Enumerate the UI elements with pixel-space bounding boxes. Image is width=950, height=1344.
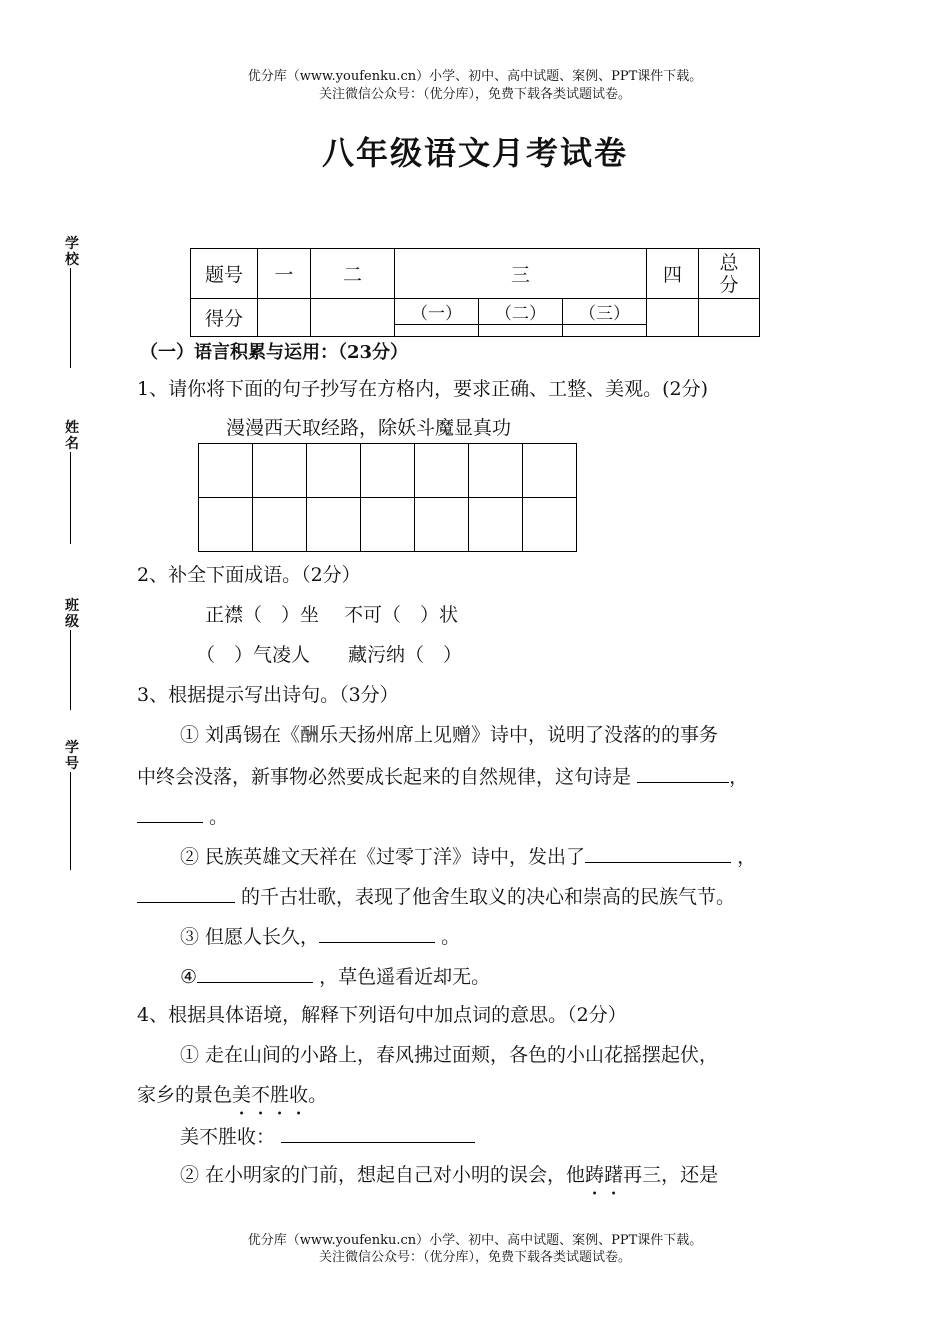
score-table [190, 248, 760, 337]
q2-idiom-row-2: （ ）气凌人 藏污纳（ ） [196, 644, 463, 666]
q3-item-2-line-1 [180, 842, 756, 870]
score-cell[interactable] [479, 325, 563, 337]
answer-blank[interactable] [281, 1122, 475, 1143]
answer-blank[interactable] [197, 962, 313, 983]
q4-item-2 [180, 1162, 718, 1188]
score-sub-header: （一） [395, 299, 479, 325]
page-title: 八年级语文月考试卷 [321, 134, 628, 172]
punct: ， [729, 766, 749, 788]
grid-cell[interactable] [253, 498, 307, 552]
q3-text: 的千古壮歌，表现了他舍生取义的决心和崇高的民族气节。 [241, 886, 736, 908]
q2-idiom-row-1: 正襟（ ）坐 不可（ ）状 [205, 604, 459, 626]
score-cell[interactable] [563, 325, 647, 337]
grid-cell[interactable] [523, 498, 577, 552]
grid-cell[interactable] [361, 498, 415, 552]
grid-cell[interactable] [415, 498, 469, 552]
grid-cell[interactable] [523, 444, 577, 498]
grid-cell[interactable] [469, 444, 523, 498]
q1-sentence: 漫漫西天取经路，除妖斗魔显真功 [226, 417, 512, 439]
score-sub-header: （二） [479, 299, 563, 325]
score-header-cell: 二 [311, 249, 395, 299]
dotted-char: 胜 [270, 1084, 290, 1106]
side-field-class [62, 598, 82, 710]
dotted-char: 收 [289, 1084, 309, 1106]
q3-prompt: 3、根据提示写出诗句。（3分） [137, 684, 399, 706]
header-line-1: 优分库（www.youfenku.cn）小学、初中、高中试题、案例、PPT课件下载。 [247, 69, 703, 84]
punct: ， [737, 846, 757, 868]
score-cell[interactable] [395, 325, 479, 337]
q3-text: ② 民族英雄文天祥在《过零丁洋》诗中，发出了 [180, 846, 586, 868]
side-line [70, 268, 71, 368]
side-label-name: 姓 名 [65, 420, 79, 452]
side-label-class: 班 级 [65, 598, 79, 630]
q3-text: 中终会没落，新事物必然要成长起来的自然规律，这句诗是 [137, 766, 632, 788]
grid-cell[interactable] [415, 444, 469, 498]
q3-item-4 [180, 962, 490, 990]
side-field-school [62, 236, 82, 368]
answer-blank[interactable] [137, 882, 235, 903]
answer-blank[interactable] [319, 922, 435, 943]
q1-prompt: 1、请你将下面的句子抄写在方格内，要求正确、工整、美观。(2分) [137, 378, 709, 400]
q3-item-2-line-2 [137, 882, 735, 910]
score-header-cell: 总 分 [699, 249, 760, 299]
q4-text: 再三，还是 [623, 1164, 719, 1186]
side-line [70, 772, 71, 870]
q4-prompt: 4、根据具体语境，解释下列语句中加点词的意思。（2分） [137, 1004, 627, 1026]
header-line-2: 关注微信公众号：（优分库），免费下载各类试题试卷。 [318, 87, 631, 102]
q3-text: ③ 但愿人长久， [180, 926, 320, 948]
footer-line-2: 关注微信公众号：（优分库），免费下载各类试题试卷。 [318, 1250, 631, 1265]
writing-grid [198, 443, 577, 552]
score-header-cell: 题号 [191, 249, 258, 299]
score-cell[interactable] [699, 299, 760, 337]
side-line [70, 630, 71, 710]
score-header-cell: 一 [258, 249, 311, 299]
q3-text: ，草色遥看近却无。 [319, 966, 491, 988]
grid-cell[interactable] [199, 498, 253, 552]
side-field-name [62, 420, 82, 544]
dotted-word [585, 1164, 623, 1186]
grid-cell[interactable] [469, 498, 523, 552]
footer-line-1: 优分库（www.youfenku.cn）小学、初中、高中试题、案例、PPT课件下载。 [247, 1233, 703, 1248]
score-cell[interactable] [258, 299, 311, 337]
dotted-char: 美 [232, 1084, 252, 1106]
q4-answer-line [180, 1122, 475, 1150]
answer-blank[interactable] [137, 802, 203, 823]
grid-cell[interactable] [307, 444, 361, 498]
q4-item-1-line-1: ① 走在山间的小路上，春风拂过面颊，各色的小山花摇摆起伏， [180, 1044, 719, 1066]
grid-cell[interactable] [253, 444, 307, 498]
side-field-number [62, 740, 82, 870]
side-label-school: 学 校 [65, 236, 79, 268]
punct: 。 [308, 1084, 328, 1106]
q3-item-1-line-1: ① 刘禹锡在《酬乐天扬州席上见赠》诗中，说明了没落的的事务 [180, 724, 719, 746]
grid-cell[interactable] [199, 444, 253, 498]
q4-answer-label: 美不胜收： [180, 1126, 276, 1148]
q3-item-1-line-3 [137, 802, 228, 830]
side-label-number: 学 号 [65, 740, 79, 772]
grid-cell[interactable] [361, 444, 415, 498]
q2-prompt: 2、补全下面成语。（2分） [137, 564, 361, 586]
score-cell[interactable] [311, 299, 395, 337]
side-line [70, 452, 71, 544]
q3-text: ④ [180, 966, 198, 988]
score-cell[interactable] [647, 299, 699, 337]
q4-text: 家乡的景色 [137, 1084, 233, 1106]
dotted-word [232, 1084, 308, 1106]
q4-text: ② 在小明家的门前，想起自己对小明的误会，他 [180, 1164, 586, 1186]
dotted-char: 躇 [604, 1164, 624, 1186]
score-sub-header: （三） [563, 299, 647, 325]
score-header-cell: 四 [647, 249, 699, 299]
answer-blank[interactable] [585, 842, 731, 863]
answer-blank[interactable] [637, 762, 729, 783]
q3-item-1-line-2 [137, 762, 748, 790]
section-heading: （一）语言积累与运用：（23分） [140, 342, 409, 363]
q3-item-3 [180, 922, 460, 950]
punct: 。 [441, 926, 461, 948]
dotted-char: 踌 [585, 1164, 605, 1186]
q4-item-1-line-2 [137, 1082, 327, 1108]
dotted-char: 不 [251, 1084, 271, 1106]
score-header-cell: 三 [395, 249, 647, 299]
grid-cell[interactable] [307, 498, 361, 552]
score-row-label: 得分 [191, 299, 258, 337]
punct: 。 [209, 806, 229, 828]
